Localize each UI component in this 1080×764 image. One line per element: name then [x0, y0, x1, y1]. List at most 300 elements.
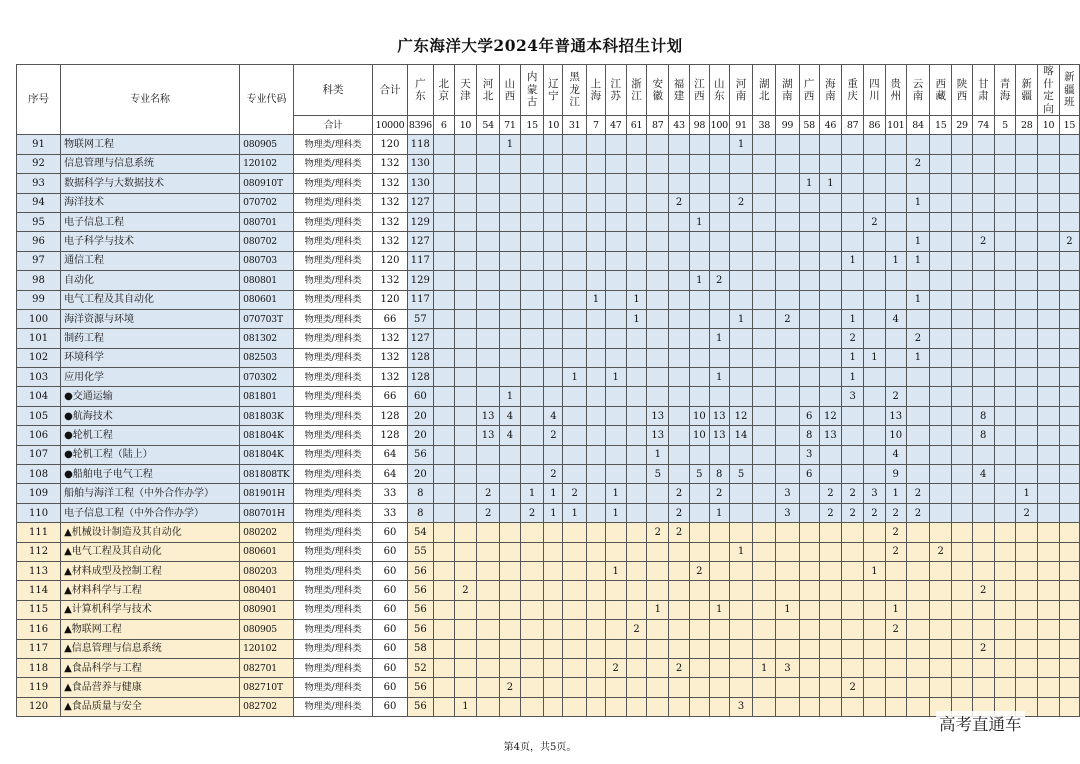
- row-value-cell: [1059, 329, 1079, 348]
- total-cell: 15: [930, 116, 952, 135]
- row-value-cell: 1: [689, 212, 709, 231]
- row-value-cell: [753, 406, 776, 425]
- row-value-cell: [842, 697, 864, 716]
- row-value-cell: [952, 406, 973, 425]
- row-value-cell: [520, 174, 544, 193]
- row-value-cell: [1059, 445, 1079, 464]
- row-value-cell: 8: [709, 465, 729, 484]
- row-category: 物理类/理科类: [293, 600, 372, 619]
- total-cell: 91: [729, 116, 753, 135]
- row-value-cell: [753, 251, 776, 270]
- row-value-cell: [689, 348, 709, 367]
- row-value-cell: [729, 174, 753, 193]
- row-seq: 101: [17, 329, 61, 348]
- row-value-cell: 6: [799, 465, 819, 484]
- total-cell: 87: [842, 116, 864, 135]
- row-value-cell: [689, 581, 709, 600]
- row-major-code: 080401: [240, 581, 294, 600]
- row-seq: 100: [17, 309, 61, 328]
- row-value-cell: [729, 368, 753, 387]
- row-value-cell: [454, 309, 477, 328]
- row-value-cell: [477, 561, 500, 580]
- table-row: [17, 503, 1080, 522]
- row-value-cell: [647, 329, 669, 348]
- row-value-cell: [433, 387, 454, 406]
- row-value-cell: [626, 212, 647, 231]
- row-value-cell: [972, 290, 994, 309]
- row-seq: 117: [17, 639, 61, 658]
- table-row: [17, 271, 1080, 290]
- row-value-cell: [906, 523, 930, 542]
- row-value-cell: [885, 271, 906, 290]
- row-value-cell: [994, 620, 1016, 639]
- row-value-cell: [729, 600, 753, 619]
- row-value-cell: [647, 271, 669, 290]
- row-value-cell: [709, 232, 729, 251]
- row-value-cell: [647, 542, 669, 561]
- row-major-code: 082503: [240, 348, 294, 367]
- row-value-cell: [563, 174, 587, 193]
- row-value-cell: 1: [586, 290, 605, 309]
- row-value-cell: [864, 174, 886, 193]
- row-seq: 92: [17, 154, 61, 173]
- row-seq: 111: [17, 523, 61, 542]
- row-value-cell: [709, 193, 729, 212]
- row-value-cell: [544, 678, 563, 697]
- row-value-cell: [500, 251, 521, 270]
- row-value-cell: [842, 135, 864, 154]
- row-value-cell: [972, 484, 994, 503]
- row-value-cell: [605, 542, 626, 561]
- row-category: 物理类/理科类: [293, 271, 372, 290]
- row-value-cell: [972, 174, 994, 193]
- row-value-cell: 128: [407, 368, 433, 387]
- row-value-cell: [689, 368, 709, 387]
- row-value-cell: [864, 600, 886, 619]
- row-value-cell: 20: [407, 406, 433, 425]
- row-value-cell: [433, 154, 454, 173]
- row-total: 33: [373, 503, 408, 522]
- row-value-cell: [433, 232, 454, 251]
- row-value-cell: 117: [407, 290, 433, 309]
- row-value-cell: [544, 581, 563, 600]
- row-value-cell: [477, 329, 500, 348]
- row-value-cell: [626, 368, 647, 387]
- row-value-cell: 1: [500, 135, 521, 154]
- row-value-cell: [972, 348, 994, 367]
- row-value-cell: [626, 251, 647, 270]
- row-value-cell: [520, 251, 544, 270]
- row-value-cell: [563, 309, 587, 328]
- row-value-cell: 54: [407, 523, 433, 542]
- row-value-cell: [647, 387, 669, 406]
- row-value-cell: [1038, 697, 1060, 716]
- row-value-cell: [544, 212, 563, 231]
- row-value-cell: [930, 232, 952, 251]
- row-value-cell: [563, 523, 587, 542]
- row-value-cell: [477, 154, 500, 173]
- row-value-cell: [1016, 426, 1038, 445]
- row-value-cell: [586, 639, 605, 658]
- row-value-cell: [477, 523, 500, 542]
- row-value-cell: [952, 193, 973, 212]
- row-value-cell: [1059, 639, 1079, 658]
- row-value-cell: [477, 620, 500, 639]
- row-value-cell: [842, 620, 864, 639]
- total-cell: 46: [819, 116, 842, 135]
- row-value-cell: [454, 232, 477, 251]
- row-major-name: 船舶与海洋工程（中外合作办学）: [61, 484, 240, 503]
- row-value-cell: [454, 600, 477, 619]
- row-value-cell: [952, 465, 973, 484]
- row-value-cell: [753, 154, 776, 173]
- row-value-cell: [586, 406, 605, 425]
- row-value-cell: 13: [709, 426, 729, 445]
- row-seq: 107: [17, 445, 61, 464]
- row-value-cell: 2: [544, 465, 563, 484]
- row-value-cell: [972, 135, 994, 154]
- row-value-cell: [952, 445, 973, 464]
- header-province: 上海: [586, 65, 605, 116]
- row-value-cell: [433, 658, 454, 677]
- row-value-cell: [842, 174, 864, 193]
- row-value-cell: [433, 212, 454, 231]
- row-value-cell: [885, 212, 906, 231]
- row-value-cell: [563, 600, 587, 619]
- row-value-cell: [520, 135, 544, 154]
- row-value-cell: [1059, 697, 1079, 716]
- row-value-cell: [647, 154, 669, 173]
- row-value-cell: 1: [520, 484, 544, 503]
- row-value-cell: [477, 193, 500, 212]
- row-value-cell: 56: [407, 600, 433, 619]
- row-value-cell: [520, 154, 544, 173]
- row-value-cell: [930, 212, 952, 231]
- row-value-cell: [885, 581, 906, 600]
- header-province: 辽宁: [544, 65, 563, 116]
- row-value-cell: [544, 251, 563, 270]
- row-value-cell: [729, 484, 753, 503]
- row-value-cell: [753, 523, 776, 542]
- row-value-cell: [454, 620, 477, 639]
- header-province: 黑龙江: [563, 65, 587, 116]
- row-total: 60: [373, 658, 408, 677]
- row-seq: 102: [17, 348, 61, 367]
- row-value-cell: [544, 174, 563, 193]
- row-value-cell: [1016, 193, 1038, 212]
- row-value-cell: 10: [689, 426, 709, 445]
- row-value-cell: [520, 445, 544, 464]
- row-value-cell: [669, 212, 690, 231]
- row-value-cell: [626, 348, 647, 367]
- row-seq: 93: [17, 174, 61, 193]
- row-value-cell: [1016, 271, 1038, 290]
- row-value-cell: [709, 581, 729, 600]
- row-value-cell: [906, 426, 930, 445]
- table-row: [17, 348, 1080, 367]
- row-category: 物理类/理科类: [293, 697, 372, 716]
- row-value-cell: [864, 639, 886, 658]
- row-value-cell: [1059, 523, 1079, 542]
- row-value-cell: [586, 561, 605, 580]
- row-value-cell: [1016, 387, 1038, 406]
- row-value-cell: [563, 406, 587, 425]
- row-value-cell: [500, 484, 521, 503]
- row-value-cell: [994, 193, 1016, 212]
- row-value-cell: 1: [885, 251, 906, 270]
- row-value-cell: [906, 600, 930, 619]
- header-province: 四川: [864, 65, 886, 116]
- row-value-cell: [885, 232, 906, 251]
- row-value-cell: [709, 620, 729, 639]
- row-value-cell: [605, 212, 626, 231]
- row-value-cell: [729, 620, 753, 639]
- row-value-cell: [819, 271, 842, 290]
- header-province: 河南: [729, 65, 753, 116]
- row-value-cell: [433, 542, 454, 561]
- row-value-cell: [605, 154, 626, 173]
- row-value-cell: [586, 523, 605, 542]
- row-value-cell: [930, 329, 952, 348]
- row-value-cell: [994, 232, 1016, 251]
- header-seq: 序号: [17, 65, 61, 135]
- row-value-cell: [563, 542, 587, 561]
- row-value-cell: 1: [819, 174, 842, 193]
- row-value-cell: [952, 523, 973, 542]
- row-value-cell: 4: [544, 406, 563, 425]
- row-value-cell: [842, 465, 864, 484]
- total-cell: 71: [500, 116, 521, 135]
- row-value-cell: [544, 639, 563, 658]
- row-value-cell: [626, 193, 647, 212]
- row-value-cell: [972, 212, 994, 231]
- row-category: 物理类/理科类: [293, 406, 372, 425]
- row-value-cell: [605, 465, 626, 484]
- row-value-cell: 1: [906, 251, 930, 270]
- row-value-cell: [520, 465, 544, 484]
- header-province: 新疆: [1016, 65, 1038, 116]
- row-value-cell: [669, 697, 690, 716]
- row-category: 物理类/理科类: [293, 135, 372, 154]
- row-value-cell: [776, 368, 800, 387]
- row-value-cell: [776, 639, 800, 658]
- row-value-cell: [776, 251, 800, 270]
- row-value-cell: [776, 581, 800, 600]
- row-value-cell: [864, 523, 886, 542]
- row-value-cell: [972, 503, 994, 522]
- row-value-cell: [1038, 212, 1060, 231]
- row-value-cell: [669, 135, 690, 154]
- row-value-cell: [586, 387, 605, 406]
- row-value-cell: [500, 174, 521, 193]
- row-value-cell: [454, 154, 477, 173]
- row-seq: 108: [17, 465, 61, 484]
- row-value-cell: [433, 581, 454, 600]
- row-value-cell: [1059, 309, 1079, 328]
- row-value-cell: [454, 465, 477, 484]
- row-total: 120: [373, 135, 408, 154]
- row-value-cell: [799, 620, 819, 639]
- row-value-cell: [753, 348, 776, 367]
- sum-label: 合计: [293, 116, 372, 135]
- row-value-cell: [930, 348, 952, 367]
- row-value-cell: 2: [930, 542, 952, 561]
- row-value-cell: [454, 212, 477, 231]
- row-value-cell: 13: [647, 426, 669, 445]
- row-value-cell: 2: [454, 581, 477, 600]
- row-value-cell: [864, 271, 886, 290]
- row-major-name: 电子信息工程（中外合作办学）: [61, 503, 240, 522]
- row-value-cell: [454, 445, 477, 464]
- row-value-cell: [454, 406, 477, 425]
- row-value-cell: [930, 387, 952, 406]
- row-value-cell: 8: [972, 426, 994, 445]
- header-category: 科类: [293, 65, 372, 116]
- row-value-cell: [972, 193, 994, 212]
- row-value-cell: [1016, 309, 1038, 328]
- row-value-cell: [477, 135, 500, 154]
- row-value-cell: [885, 174, 906, 193]
- row-value-cell: [906, 561, 930, 580]
- row-value-cell: [500, 368, 521, 387]
- header-province: 新疆班: [1059, 65, 1079, 116]
- row-value-cell: 8: [799, 426, 819, 445]
- row-value-cell: [776, 154, 800, 173]
- row-value-cell: [994, 600, 1016, 619]
- row-value-cell: [669, 290, 690, 309]
- row-value-cell: [864, 251, 886, 270]
- row-value-cell: [994, 290, 1016, 309]
- row-value-cell: [433, 426, 454, 445]
- row-value-cell: [689, 542, 709, 561]
- row-value-cell: 2: [972, 232, 994, 251]
- row-value-cell: [842, 290, 864, 309]
- row-value-cell: [689, 678, 709, 697]
- row-total: 132: [373, 154, 408, 173]
- row-value-cell: [729, 387, 753, 406]
- row-value-cell: [1059, 484, 1079, 503]
- row-value-cell: [605, 174, 626, 193]
- row-value-cell: 4: [885, 309, 906, 328]
- row-value-cell: [753, 581, 776, 600]
- row-value-cell: [689, 484, 709, 503]
- row-major-code: 070302: [240, 368, 294, 387]
- total-cell: 87: [647, 116, 669, 135]
- enrollment-plan-table: [16, 64, 1080, 717]
- row-value-cell: [454, 503, 477, 522]
- row-value-cell: [709, 135, 729, 154]
- row-major-name: 信息管理与信息系统: [61, 154, 240, 173]
- row-value-cell: 2: [972, 639, 994, 658]
- row-value-cell: 1: [647, 445, 669, 464]
- row-total: 60: [373, 542, 408, 561]
- row-value-cell: [669, 678, 690, 697]
- row-value-cell: 1: [563, 503, 587, 522]
- row-value-cell: [669, 639, 690, 658]
- row-value-cell: [454, 193, 477, 212]
- row-value-cell: 1: [647, 600, 669, 619]
- row-value-cell: 8: [407, 503, 433, 522]
- row-value-cell: [952, 154, 973, 173]
- row-value-cell: [709, 639, 729, 658]
- row-value-cell: [776, 465, 800, 484]
- row-value-cell: [669, 426, 690, 445]
- row-value-cell: [563, 620, 587, 639]
- row-value-cell: [972, 329, 994, 348]
- row-value-cell: [972, 600, 994, 619]
- row-total: 132: [373, 329, 408, 348]
- row-value-cell: [709, 309, 729, 328]
- row-value-cell: [433, 290, 454, 309]
- row-value-cell: 6: [799, 406, 819, 425]
- row-value-cell: [753, 620, 776, 639]
- row-value-cell: [563, 639, 587, 658]
- row-value-cell: 10: [689, 406, 709, 425]
- row-value-cell: [1038, 290, 1060, 309]
- row-value-cell: [477, 600, 500, 619]
- row-value-cell: [1038, 251, 1060, 270]
- row-category: 物理类/理科类: [293, 309, 372, 328]
- row-value-cell: [994, 561, 1016, 580]
- row-seq: 114: [17, 581, 61, 600]
- row-value-cell: [669, 368, 690, 387]
- row-major-name: ▲食品营养与健康: [61, 678, 240, 697]
- row-total: 66: [373, 309, 408, 328]
- row-value-cell: 2: [842, 678, 864, 697]
- row-value-cell: [972, 445, 994, 464]
- row-total: 33: [373, 484, 408, 503]
- row-value-cell: [952, 387, 973, 406]
- row-value-cell: [1016, 406, 1038, 425]
- row-value-cell: [605, 406, 626, 425]
- row-value-cell: 1: [454, 697, 477, 716]
- row-value-cell: [799, 251, 819, 270]
- row-major-code: 082702: [240, 697, 294, 716]
- row-value-cell: [930, 678, 952, 697]
- row-value-cell: 2: [819, 503, 842, 522]
- row-value-cell: [544, 309, 563, 328]
- row-total: 128: [373, 426, 408, 445]
- row-value-cell: [544, 193, 563, 212]
- row-value-cell: [433, 561, 454, 580]
- row-value-cell: [563, 232, 587, 251]
- total-cell: 100: [709, 116, 729, 135]
- row-value-cell: [626, 387, 647, 406]
- row-value-cell: [864, 154, 886, 173]
- row-value-cell: [864, 426, 886, 445]
- row-major-code: 080701H: [240, 503, 294, 522]
- row-value-cell: 14: [729, 426, 753, 445]
- row-value-cell: [885, 135, 906, 154]
- row-value-cell: [930, 309, 952, 328]
- row-value-cell: [647, 620, 669, 639]
- row-value-cell: [454, 174, 477, 193]
- row-major-name: ▲电气工程及其自动化: [61, 542, 240, 561]
- row-value-cell: [500, 620, 521, 639]
- row-value-cell: [1038, 387, 1060, 406]
- row-value-cell: 55: [407, 542, 433, 561]
- row-total: 64: [373, 445, 408, 464]
- row-value-cell: [433, 174, 454, 193]
- row-value-cell: [1038, 620, 1060, 639]
- row-value-cell: [906, 658, 930, 677]
- row-value-cell: [477, 387, 500, 406]
- row-value-cell: [952, 232, 973, 251]
- row-value-cell: [1038, 600, 1060, 619]
- row-value-cell: [930, 174, 952, 193]
- row-value-cell: [1059, 174, 1079, 193]
- row-major-name: ●交通运输: [61, 387, 240, 406]
